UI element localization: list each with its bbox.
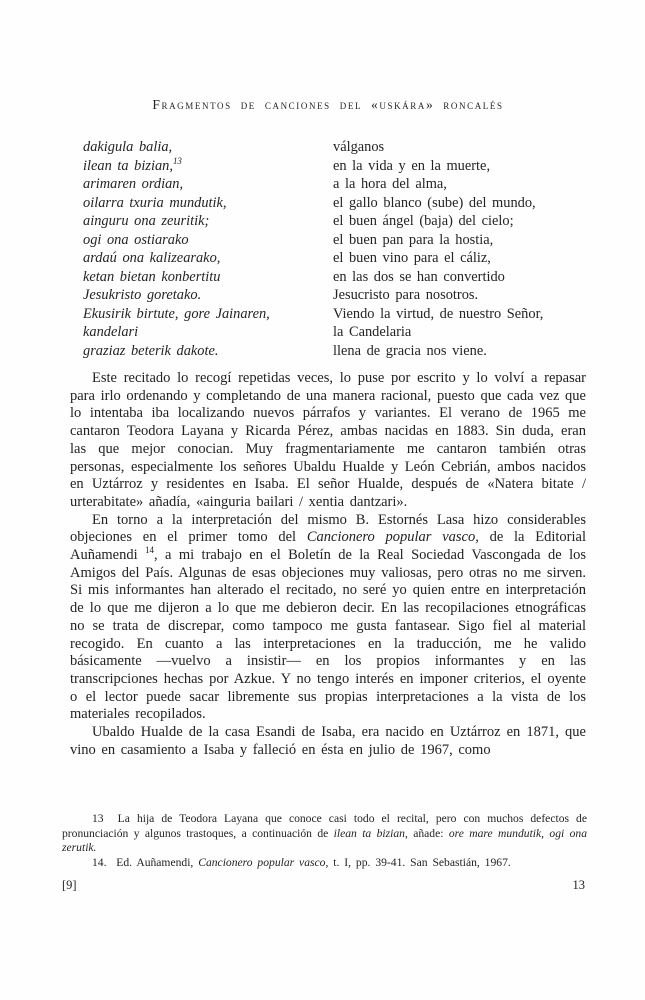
verse-line <box>83 194 270 213</box>
verse-line-text: ketan bietan konbertitu <box>83 268 221 285</box>
footer-left-page-number: [9] <box>62 878 77 892</box>
verse-line: la Candelaria <box>333 324 412 340</box>
verse-line-text: ogi ona ostiarako <box>83 231 189 248</box>
verse-line-text: Jesukristo goretako. <box>83 287 202 303</box>
verse-line <box>83 249 270 268</box>
text-segment: En torno a la interpretación del mismo B. Estornés Lasa hizo considerables objeciones en el primer tomo del <box>70 511 586 546</box>
verse-line: en la vida y en la muerte, <box>333 157 491 174</box>
verse-line <box>83 138 270 157</box>
text-segment: ilean ta bizian <box>333 826 405 840</box>
text-segment: , t. I, pp. 39-41. San Sebastián, 1967. <box>325 855 511 869</box>
verse-line: el buen vino para el cáliz, <box>333 250 491 266</box>
page-footer <box>62 878 585 893</box>
footnote-reference: 14 <box>145 545 155 556</box>
text-segment: 13 La hija de Teodora Layana que conoce casi todo el recital, pero con muchos defectos de pronunciación y algunos trastoques, a continuación de <box>62 812 587 840</box>
text-segment: Cancionero popular vasco <box>306 529 476 546</box>
verse-line: el gallo blanco (sube) del mundo, <box>333 194 536 211</box>
verse-line-text: ilean ta bizian, <box>83 157 173 174</box>
verse-line-text: graziaz beterik dakote. <box>83 342 219 359</box>
text-segment: ore mare mundutik, ogi ona zerutik. <box>62 826 587 855</box>
page-title: Fragmentos de canciones del «uskára» roncalés <box>152 97 504 112</box>
footnote-reference: 13 <box>172 155 182 166</box>
verse-line-text: oilarra txuria mundutik, <box>83 194 227 211</box>
verse-line-text: ardaú ona kalizearako, <box>83 250 221 266</box>
body-text <box>70 370 586 759</box>
verse-line: Jesucristo para nosotros. <box>333 287 479 303</box>
verse-line <box>83 305 270 324</box>
verse-line-text: dakigula balia, <box>83 139 173 155</box>
verse-line-text: ainguru ona zeuritik; <box>83 213 210 229</box>
verse-line <box>83 286 270 305</box>
verse-column-basque <box>83 138 270 360</box>
text-segment: , a mi trabajo en el Boletín de la Real Sociedad Vascongada de los Amigos del País. Algunas de esas objeciones muy valiosas, pero otras no me sirven. Si mis informantes han alterado el recitado, no seré yo quien entre en interpretación de lo que me dijeron a lo que me debieron decir. En las recopilaciones etnográficas no se trata de discrepar, como tampoco me gusta fantasear. Sigo fiel al material recogido. En cuanto a las interpretaciones en la traducción, me he valido básicamente —vuelvo a insistir— en los propios informantes y en las transcripciones hechas por Azkue. Y no tengo interés en imponer criterios, el oyente o el lector puede sacar libremente sus propias interpretaciones a la vista de los materiales recopilados. <box>70 547 587 723</box>
verse-line: el buen pan para la hostia, <box>333 231 494 248</box>
verse-line: válganos <box>333 139 385 155</box>
verse-line: Viendo la virtud, de nuestro Señor, <box>333 305 544 322</box>
footnote <box>62 812 587 856</box>
body-paragraph <box>70 724 586 759</box>
text-segment: , de la Editorial Auñamendi <box>70 529 586 564</box>
verse-line <box>83 342 270 361</box>
text-segment: Ubaldo Hualde de la casa Esandi de Isaba, era nacido en Uztárroz en 1871, que vino en casamiento a Isaba y falleció en ésta en julio de 1967, como <box>70 724 586 758</box>
verse-line <box>83 268 270 287</box>
verse-line-text: Ekusirik birtute, gore Jainaren, <box>83 305 270 322</box>
verse-line: en las dos se han convertido <box>333 268 505 285</box>
footnotes-section <box>62 812 587 870</box>
text-segment: Cancionero popular vasco <box>198 855 326 869</box>
verse-line <box>83 323 270 342</box>
text-segment: Este recitado lo recogí repetidas veces, lo puse por escrito y lo volví a repasar para irlo ordenando y completando de una manera racional, puesto que cada vez que lo intentaba iba localizando nuevos párrafos y variantes. El verano de 1965 me cantaron Teodora Layana y Ricarda Pérez, ambas nacidas en 1883. Sin duda, eran las que mejor conocian. Muy fragmentariamente me cantaron también otras personas, especialmente los señores Ubaldu Hualde y León Cebrián, ambos nacidos en Uztárroz y residentes en Isaba. El señor Hualde, después de «Natera bitate / urterabitate» añadía, «ainguria bailari / xentia dantzari». <box>70 370 586 510</box>
verse-line <box>83 231 270 250</box>
text-segment: 14. Ed. Auñamendi, <box>92 855 199 869</box>
verse-line-text: arimaren ordian, <box>83 176 184 192</box>
verse-line <box>83 212 270 231</box>
footnote <box>62 856 587 871</box>
verse-line: llena de gracia nos viene. <box>333 342 487 359</box>
verse-line: el buen ángel (baja) del cielo; <box>333 213 514 229</box>
verse-line <box>83 157 270 176</box>
verse-line-text: kandelari <box>83 324 139 340</box>
body-paragraph <box>70 370 586 512</box>
verse-column-spanish-translation <box>333 138 543 360</box>
body-paragraph <box>70 512 586 724</box>
footer-right-page-number: 13 <box>572 878 585 892</box>
text-segment: , añade: <box>404 826 449 840</box>
verse-line <box>83 175 270 194</box>
verse-line: a la hora del alma, <box>333 176 447 192</box>
